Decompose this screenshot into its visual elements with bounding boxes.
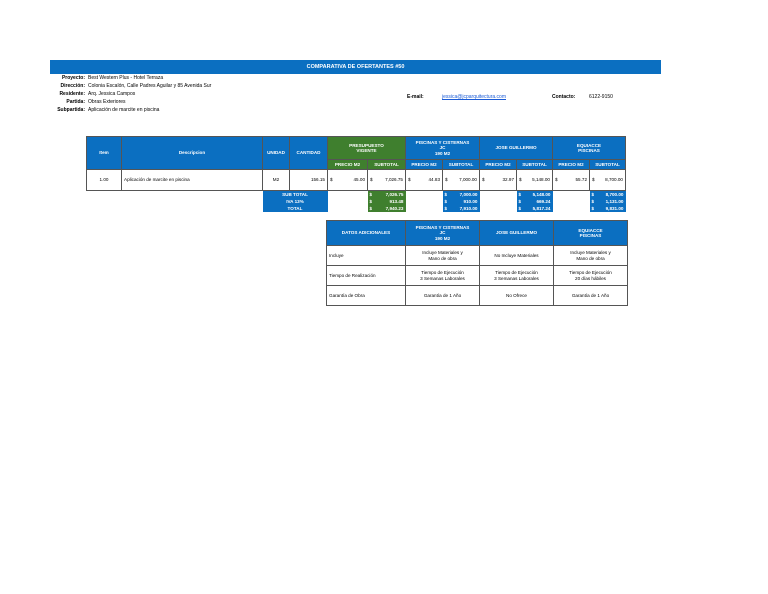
- table-row: [327, 246, 628, 266]
- pj-subtotal-value: 7,000.00: [459, 177, 477, 183]
- eq-sub-total: $ 8,700.00: [591, 191, 624, 197]
- jg-precio-value: 32.97: [502, 177, 514, 183]
- row-label: Garantía de Obra: [327, 286, 406, 306]
- project-info: [50, 74, 211, 114]
- header-equiacce: [553, 137, 626, 160]
- pv-subtotal-value: 7,026.75: [385, 177, 403, 183]
- email-link[interactable]: jessica@jcparquitectura.com: [442, 94, 506, 100]
- header-pv-subtotal: SUBTOTAL: [368, 160, 406, 170]
- header-pv-precio: PRECIO M2: [328, 160, 368, 170]
- header-datos-adicionales: DATOS ADICIONALES: [327, 221, 406, 246]
- cell-eq-precio: [553, 170, 590, 191]
- proyecto-value: Best Western Plus - Hotel Terraza: [88, 75, 164, 81]
- iva-label: IVA 13%: [263, 198, 328, 205]
- partida-value: Obras Exteriores: [88, 99, 126, 105]
- currency-symbol: $: [370, 177, 373, 183]
- additional-data-table: [326, 220, 628, 306]
- pj-iva: $ 910.00: [444, 198, 478, 204]
- table-row: [327, 286, 628, 306]
- email-label: E-mail:: [407, 94, 424, 100]
- pv-total: $ 7,940.23: [369, 205, 404, 211]
- contact-label: Contacto:: [552, 94, 576, 100]
- cell-pisc: Incluye Materiales y Mano de obra: [406, 246, 480, 266]
- header-pj-precio: PRECIO M2: [406, 160, 443, 170]
- iva-row: [87, 198, 626, 205]
- info-row-partida: [50, 98, 211, 106]
- header-presupuesto-l2: VIGENTE: [356, 148, 377, 153]
- header-jose-guillermo: JOSE GUILLERMO: [480, 137, 553, 160]
- header-unidad: UNIDAD: [263, 137, 290, 170]
- header-equiacce: EQUIACCE PISCINAS: [554, 221, 628, 246]
- eq-total: $ 9,831.00: [591, 205, 624, 211]
- cell-jose: No Ofrece: [480, 286, 554, 306]
- header-piscinas-cisternas: PISCINAS Y CISTERNAS JC 190 M2: [406, 221, 480, 246]
- cell-jg-precio: [480, 170, 517, 191]
- header-presupuesto-vigente: [328, 137, 406, 160]
- cell-pisc: Tiempo de Ejecución 3 Semanas Laborales: [406, 266, 480, 286]
- direccion-value: Colonia Escalón, Calle Padres Aguilar y 85 Avenida Sur: [88, 83, 212, 89]
- table-row: [327, 266, 628, 286]
- currency-symbol: $: [555, 177, 558, 183]
- cell-pv-subtotal: [368, 170, 406, 191]
- header-equi-l2: PISCINAS: [578, 148, 600, 153]
- currency-symbol: $: [330, 177, 333, 183]
- proyecto-label: Proyecto:: [61, 75, 85, 81]
- cell-equi: Tiempo de Ejecución 20 días hábiles: [554, 266, 628, 286]
- header-pisc-l3: 190 M2: [434, 150, 451, 156]
- cell-eq-subtotal: [590, 170, 626, 191]
- info-row-proyecto: [50, 74, 211, 82]
- header-descripcion: Descripcion: [122, 137, 263, 170]
- row-label: Incluye: [327, 246, 406, 266]
- header-presupuesto-l1: PRESUPUESTO: [349, 142, 384, 148]
- jg-total: $ 5,817.24: [518, 205, 551, 211]
- info-row-subpartida: [50, 106, 211, 114]
- header-piscinas-cisternas: [406, 137, 480, 160]
- sub-total-label: SUB TOTAL: [263, 191, 328, 199]
- total-label: TOTAL: [263, 205, 328, 212]
- cell-jose: No Incluye Materiales: [480, 246, 554, 266]
- subpartida-label: Subpartida:: [57, 107, 85, 113]
- header-item: Item: [87, 137, 122, 170]
- cell-unidad: M2: [263, 170, 290, 191]
- eq-precio-value: 55.72: [575, 177, 587, 183]
- currency-symbol: $: [482, 177, 485, 183]
- cell-jose: Tiempo de Ejecución 3 Semanas Laborales: [480, 266, 554, 286]
- currency-symbol: $: [592, 177, 595, 183]
- pj-total: $ 7,910.00: [444, 205, 478, 211]
- header-cantidad: CANTIDAD: [290, 137, 328, 170]
- pv-sub-total: $ 7,026.75: [369, 191, 404, 197]
- cell-item: 1.00: [87, 170, 122, 191]
- eq-subtotal-value: 8,700.00: [605, 177, 623, 183]
- cell-jg-subtotal: [517, 170, 553, 191]
- comparison-table: [86, 136, 626, 212]
- info-row-residente: [50, 90, 211, 98]
- contact-value: 6122-9150: [589, 94, 613, 100]
- jg-sub-total: $ 5,148.00: [518, 191, 551, 197]
- cell-pisc: Garantía de 1 Año: [406, 286, 480, 306]
- cell-pv-precio: [328, 170, 368, 191]
- cell-descripcion: Aplicación de marcite en piscina: [122, 170, 263, 191]
- pj-precio-value: 44.83: [428, 177, 440, 183]
- header-jg-subtotal: SUBTOTAL: [517, 160, 553, 170]
- direccion-label: Dirección:: [60, 83, 85, 89]
- jg-subtotal-value: 5,148.00: [532, 177, 550, 183]
- header-jose-guillermo: JOSE GUILLERMO: [480, 221, 554, 246]
- header-jg-precio: PRECIO M2: [480, 160, 517, 170]
- residente-value: Arq. Jessica Campos: [88, 91, 136, 97]
- header-eq-subtotal: SUBTOTAL: [590, 160, 626, 170]
- header-pisc-l1: PISCINAS Y CISTERNAS: [415, 140, 470, 146]
- subpartida-value: Aplicación de marcite en piscina: [88, 107, 160, 113]
- row-label: Tiempo de Realización: [327, 266, 406, 286]
- total-row: [87, 205, 626, 212]
- header-equi-l1: EQUIACCE: [576, 142, 602, 148]
- header-pisc-l2: JC: [439, 145, 446, 151]
- currency-symbol: $: [408, 177, 411, 183]
- currency-symbol: $: [445, 177, 448, 183]
- cell-equi: Incluye Materiales y Mano de obra: [554, 246, 628, 266]
- header-eq-precio: PRECIO M2: [553, 160, 590, 170]
- cell-pj-subtotal: [443, 170, 480, 191]
- eq-iva: $ 1,131.00: [591, 198, 624, 204]
- currency-symbol: $: [519, 177, 522, 183]
- pv-precio-value: 45.00: [353, 177, 365, 183]
- cell-pj-precio: [406, 170, 443, 191]
- table-row: [87, 170, 626, 191]
- pj-sub-total: $ 7,000.00: [444, 191, 478, 197]
- cell-cantidad: 156.15: [290, 170, 328, 191]
- pv-iva: $ 913.48: [369, 198, 404, 204]
- residente-label: Residente:: [59, 91, 85, 97]
- header-pj-subtotal: SUBTOTAL: [443, 160, 480, 170]
- info-row-direccion: [50, 82, 211, 90]
- jg-iva: $ 669.24: [518, 198, 551, 204]
- page-title: COMPARATIVA DE OFERTANTES #50: [50, 60, 661, 74]
- cell-equi: Garantía de 1 Año: [554, 286, 628, 306]
- partida-label: Partida:: [66, 99, 85, 105]
- sub-total-row: [87, 191, 626, 199]
